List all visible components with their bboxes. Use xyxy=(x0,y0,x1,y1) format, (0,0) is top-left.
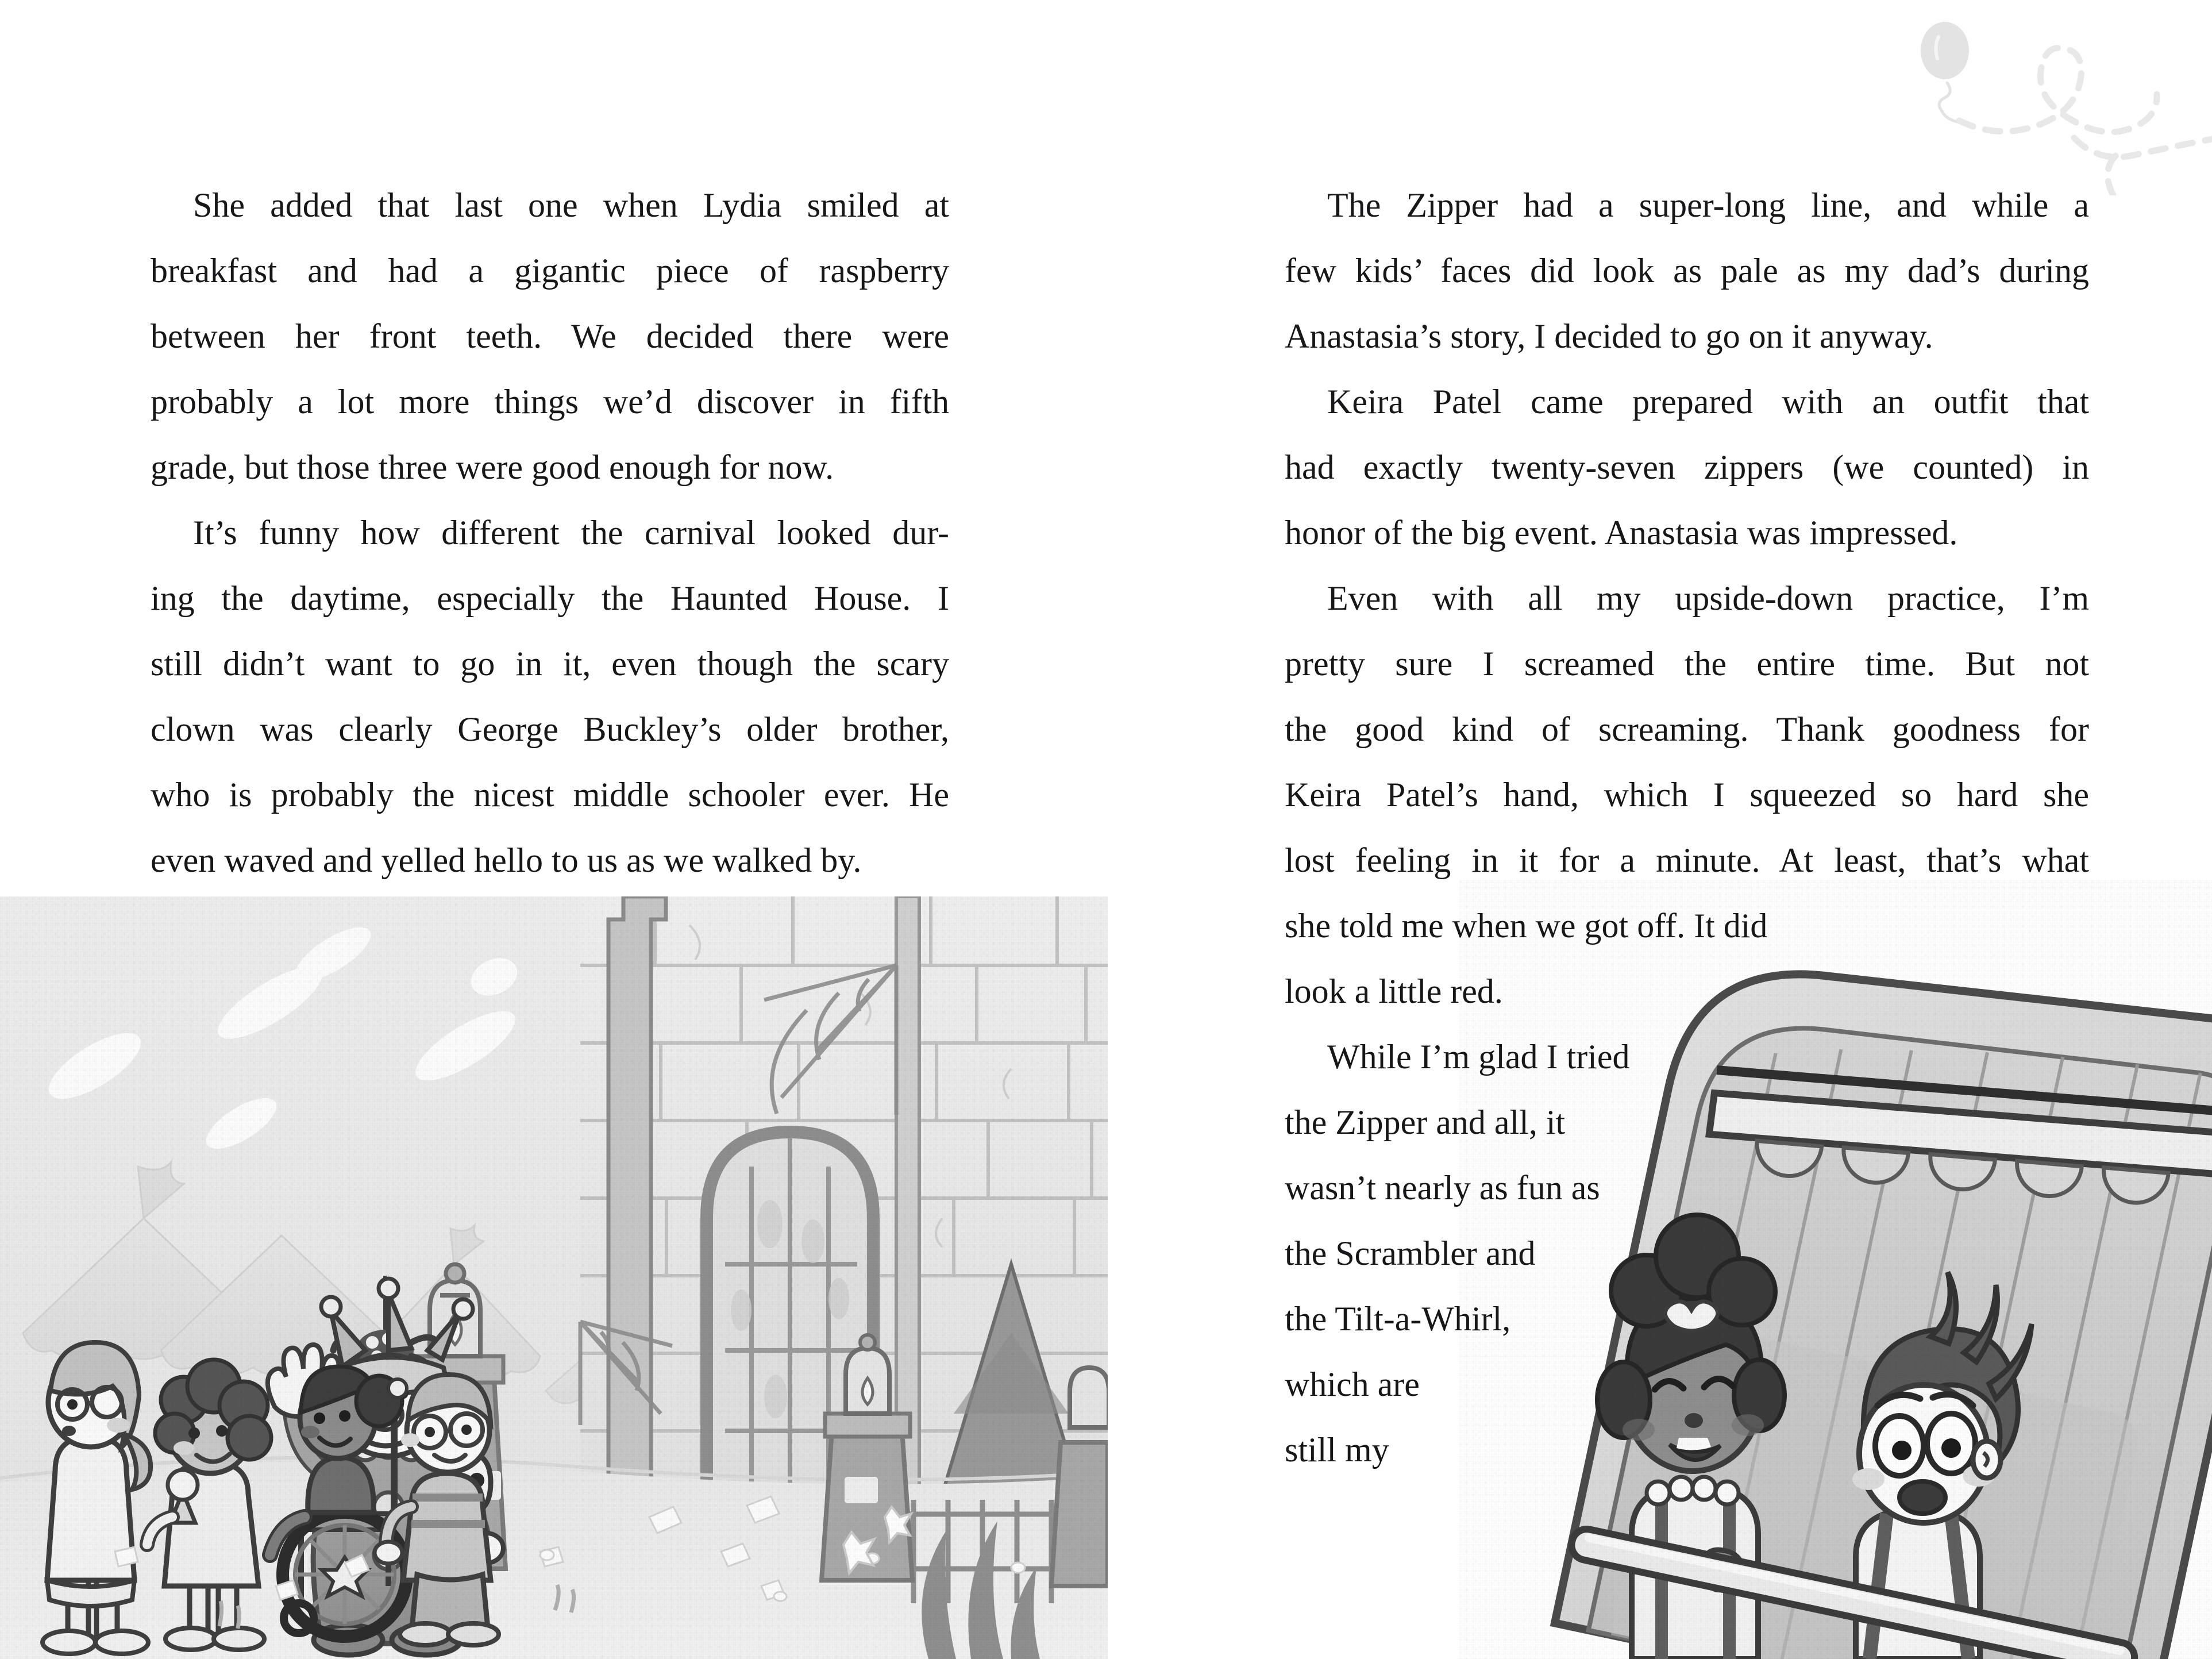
paragraph-left-1 xyxy=(151,172,949,500)
text-line: still my xyxy=(1285,1431,1389,1469)
text-line: While I’m glad I tried xyxy=(1327,1038,1630,1076)
lantern-icon xyxy=(1070,1368,1108,1427)
text-line: the Tilt-a-Whirl, xyxy=(1285,1300,1511,1338)
text-line: few kids’ faces did look as pale as my dad’s during xyxy=(1285,252,2089,290)
text-line: clown was clearly George Buckley’s older brother, xyxy=(151,710,949,748)
balloon-decoration xyxy=(1902,6,2212,195)
text-line: She added that last one when Lydia smiled at xyxy=(193,186,949,224)
text-line: the Zipper and all, it xyxy=(1285,1103,1566,1141)
text-line: the good kind of screaming. Thank goodness for xyxy=(1285,710,2089,748)
text-line: she told me when we got off. It did xyxy=(1285,907,1768,945)
text-line: It’s funny how different the carnival looked dur- xyxy=(193,514,949,552)
text-line: still didn’t want to go in it, even though the scary xyxy=(151,645,949,683)
paragraph-right-2 xyxy=(1285,369,2089,565)
text-line: look a little red. xyxy=(1285,972,1503,1010)
text-line: grade, but those three were good enough for now. xyxy=(151,448,834,486)
text-line: even waved and yelled hello to us as we walked by. xyxy=(151,841,862,879)
text-line: pretty sure I screamed the entire time. But not xyxy=(1285,645,2089,683)
text-line: had exactly twenty-seven zippers (we counted) in xyxy=(1285,448,2089,486)
text-line: the Scrambler and xyxy=(1285,1234,1536,1272)
text-line: Anastasia’s story, I decided to go on it anyway. xyxy=(1285,317,1933,355)
text-line: which are xyxy=(1285,1365,1420,1403)
text-line: between her front teeth. We decided there were xyxy=(151,317,949,355)
paragraph-right-1 xyxy=(1285,172,2089,369)
text-line: probably a lot more things we’d discover in fifth xyxy=(151,383,949,421)
text-line: lost feeling in it for a minute. At least, that’s what xyxy=(1285,841,2089,879)
zipper-ride-car-illustration xyxy=(1459,879,2212,1659)
left-text-column xyxy=(151,172,949,893)
text-line: who is probably the nicest middle schooler ever. He xyxy=(151,776,949,814)
text-line: honor of the big event. Anastasia was impressed. xyxy=(1285,514,1958,552)
text-line: ing the daytime, especially the Haunted House. I xyxy=(151,579,949,617)
balloon-icon xyxy=(1921,22,1969,122)
text-line: breakfast and had a gigantic piece of raspberry xyxy=(151,252,949,290)
paragraph-left-2 xyxy=(151,500,949,893)
text-line: wasn’t nearly as fun as xyxy=(1285,1169,1600,1207)
text-line: Keira Patel’s hand, which I squeezed so hard she xyxy=(1285,776,2089,814)
text-line: The Zipper had a super-long line, and while a xyxy=(1327,186,2089,224)
text-line: Keira Patel came prepared with an outfit that xyxy=(1327,383,2089,421)
carnival-haunted-house-illustration xyxy=(0,896,1108,1659)
text-line: Even with all my upside-down practice, I’m xyxy=(1327,579,2089,617)
